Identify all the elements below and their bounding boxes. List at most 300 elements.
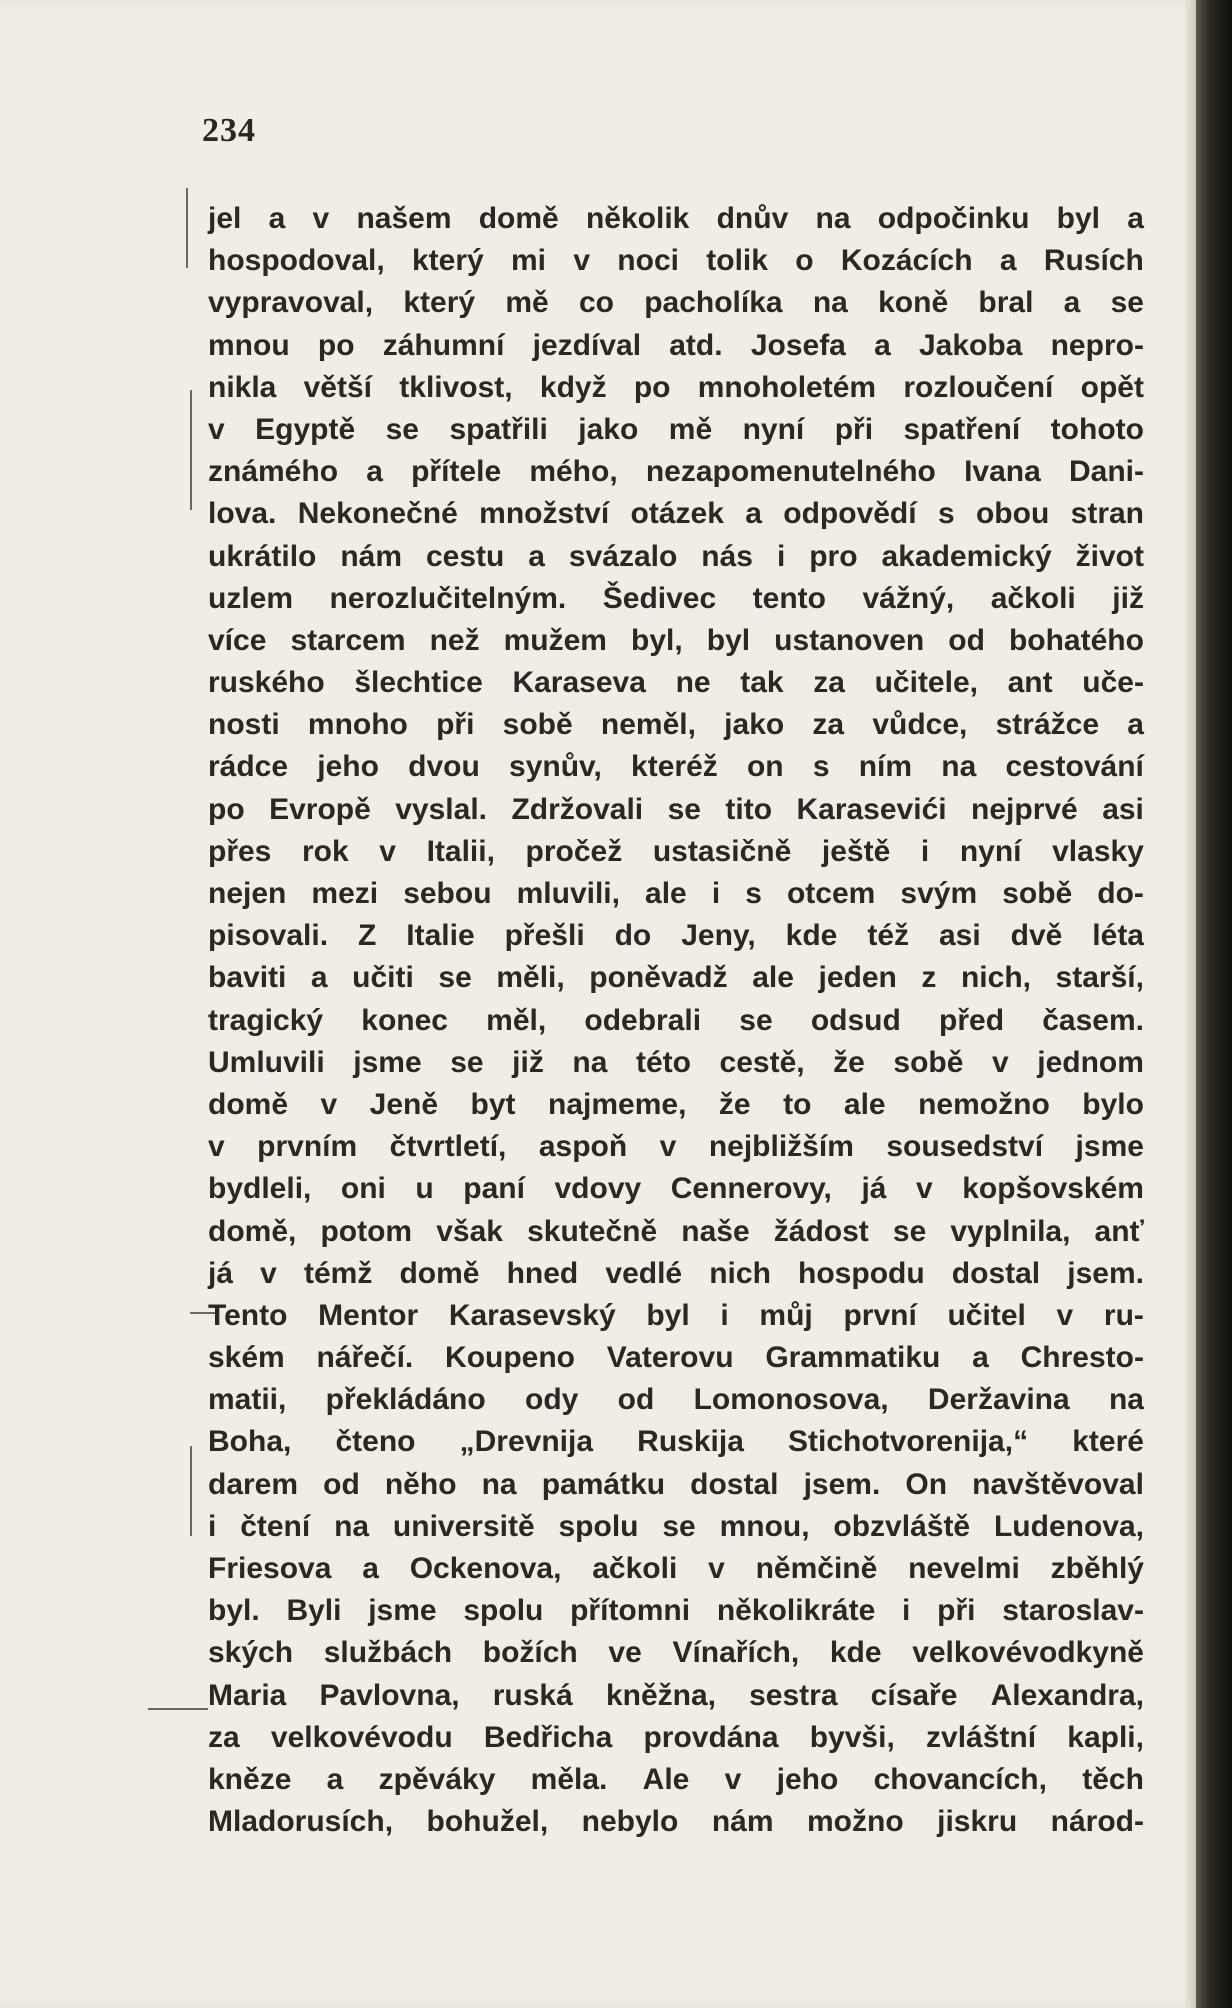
word: v — [573, 244, 590, 278]
word: před — [939, 1003, 1005, 1037]
word: o — [795, 244, 814, 278]
word: nejen — [208, 877, 287, 910]
word: čteno — [335, 1425, 416, 1459]
word: sestra — [749, 1678, 838, 1712]
word: spatřili — [449, 412, 548, 446]
word: bylo — [1082, 1087, 1144, 1121]
word: pacholíka — [644, 286, 783, 320]
text-line — [208, 662, 1144, 704]
word: Alexandra, — [990, 1678, 1144, 1712]
word: na — [1108, 1383, 1144, 1417]
word: cestě, — [719, 1045, 805, 1079]
word: se — [667, 792, 701, 826]
word: Koupeno — [445, 1341, 576, 1375]
word: na — [481, 1467, 517, 1501]
word: přítomni — [570, 1594, 691, 1628]
word: již — [1112, 581, 1144, 615]
word: i — [902, 1594, 911, 1628]
word: odpovědí — [783, 497, 917, 531]
word: nosti — [208, 708, 280, 742]
word: službách — [323, 1636, 453, 1670]
word: se — [662, 1509, 696, 1543]
word: byl. — [208, 1594, 260, 1628]
word: co — [578, 286, 614, 320]
word: mě — [668, 412, 713, 446]
word: ještě — [821, 834, 891, 868]
word: Mladorusích, — [208, 1805, 394, 1839]
word: velkovévodu — [270, 1720, 453, 1754]
word: při — [834, 412, 874, 446]
word: ve — [608, 1636, 642, 1670]
text-line — [208, 746, 1144, 788]
word: v — [260, 1256, 277, 1290]
word: nemožno — [918, 1087, 1050, 1121]
word: mluvili, — [516, 877, 620, 910]
word: odebrali — [584, 1003, 702, 1037]
word: byt — [470, 1087, 516, 1121]
word: Grammatiku — [765, 1341, 941, 1375]
word: můj — [759, 1298, 813, 1332]
word: svým — [900, 877, 978, 910]
word: uče- — [1082, 666, 1144, 700]
word: rádce — [208, 750, 289, 784]
word: přes — [208, 834, 272, 868]
text-line — [208, 1717, 1144, 1759]
word: Umluvili — [208, 1045, 325, 1079]
word: které — [1072, 1425, 1144, 1459]
word: možno — [807, 1805, 904, 1839]
word: vůdce, — [872, 708, 968, 742]
word: jednom — [1037, 1045, 1144, 1079]
word: zvláštní — [926, 1720, 1037, 1754]
word: nepro- — [1050, 328, 1144, 362]
word: Šedivec — [602, 581, 717, 615]
word: byl, — [631, 623, 683, 657]
word: domě, — [208, 1214, 297, 1248]
word: Lomonosova, — [693, 1383, 889, 1417]
text-line — [208, 873, 1144, 915]
text-line — [208, 240, 1144, 282]
page-number: 234 — [202, 112, 256, 149]
word: a — [999, 244, 1017, 278]
word: anť — [1094, 1214, 1144, 1248]
word: bohužel, — [426, 1805, 549, 1839]
word: Evropě — [269, 792, 371, 826]
word: kněze — [208, 1762, 292, 1796]
word: Mentor — [318, 1298, 419, 1332]
text-line — [208, 1211, 1144, 1253]
word: nářečí. — [316, 1341, 414, 1375]
word: tito — [725, 792, 773, 826]
word: domě — [399, 1256, 480, 1290]
word: že — [718, 1087, 751, 1121]
word: synův, — [509, 750, 602, 784]
word: Deržavina — [927, 1383, 1070, 1417]
word: jeden — [818, 961, 897, 995]
word: ustanoven — [774, 623, 925, 657]
word: byl — [646, 1298, 690, 1332]
word: od — [948, 623, 985, 657]
word: Vaterovu — [606, 1341, 734, 1375]
word: Ivana — [964, 455, 1041, 489]
word: císaře — [870, 1678, 958, 1712]
text-line — [208, 325, 1144, 367]
word: větší — [303, 370, 373, 404]
margin-mark — [186, 188, 188, 268]
word: byl — [706, 623, 751, 657]
word: dnův — [716, 202, 789, 235]
word: přítele — [411, 455, 502, 489]
word: Dani- — [1068, 455, 1144, 489]
word: se — [1110, 286, 1144, 320]
word: na — [941, 750, 977, 784]
word: hned — [506, 1256, 579, 1290]
word: jsme — [368, 1594, 437, 1628]
word: v — [916, 1172, 933, 1206]
text-line — [208, 1295, 1144, 1337]
word: pročež — [525, 834, 623, 868]
word: učiti — [352, 961, 414, 995]
word: i — [776, 539, 786, 573]
word: v — [208, 1130, 225, 1164]
word: Vínařích, — [672, 1636, 800, 1670]
word: šlechtice — [354, 666, 483, 700]
word: z — [921, 961, 937, 995]
word: ruská — [492, 1678, 573, 1712]
word: rozloučení — [903, 370, 1054, 404]
word: mnoholetém — [697, 370, 877, 404]
word: Jakoba — [919, 328, 1023, 362]
word: Kozácích — [840, 244, 973, 278]
word: skutečně — [527, 1214, 658, 1248]
word: vlasky — [1052, 834, 1144, 868]
word: ském — [208, 1341, 285, 1375]
word: po — [208, 792, 245, 826]
word: „Drevnija — [459, 1425, 594, 1459]
word: Karaseva — [512, 666, 646, 700]
word: učitel — [947, 1298, 1026, 1332]
word: ačkoli — [990, 581, 1076, 615]
word: v — [320, 1087, 338, 1121]
word: v — [708, 1552, 725, 1585]
word: Z — [358, 919, 377, 953]
word: u — [415, 1172, 434, 1206]
word: sobě — [1002, 877, 1073, 910]
word: a — [1127, 202, 1144, 235]
word: žádost — [773, 1214, 869, 1248]
word: a — [326, 1762, 344, 1796]
word: mnou, — [719, 1509, 810, 1543]
word: otázek — [630, 497, 724, 531]
word: nerozlučitelným. — [329, 581, 567, 615]
word: spatření — [903, 412, 1021, 446]
word: stran — [1070, 497, 1144, 531]
word: vážný, — [862, 581, 955, 615]
word: časem. — [1042, 1003, 1144, 1037]
word: On — [905, 1467, 948, 1501]
word: v — [312, 202, 330, 235]
text-line — [208, 1632, 1144, 1674]
word: s — [745, 877, 762, 910]
word: obou — [975, 497, 1050, 531]
word: hospodoval, — [208, 244, 385, 278]
word: aspoň — [538, 1130, 628, 1164]
word: Byli — [286, 1594, 342, 1628]
word: a — [362, 1552, 379, 1585]
word: se — [385, 412, 419, 446]
word: kde — [829, 1636, 882, 1670]
word: dostal — [951, 1256, 1041, 1290]
word: ruského — [208, 666, 325, 700]
word: Nekonečné — [297, 497, 458, 531]
word: s — [937, 497, 955, 531]
word: vypravoval, — [208, 286, 374, 320]
text-line — [208, 1548, 1144, 1590]
word: Ruskija — [637, 1425, 744, 1459]
text-line — [208, 1801, 1144, 1843]
word: bral — [978, 286, 1034, 320]
word: jsem. — [1067, 1256, 1144, 1290]
word: lova. — [208, 497, 277, 531]
word: několik — [585, 202, 690, 235]
word: kopšovském — [962, 1172, 1144, 1206]
word: ustasičně — [652, 834, 792, 868]
text-line — [208, 1337, 1144, 1379]
word: se — [450, 1045, 484, 1079]
word: staroslav- — [1002, 1594, 1144, 1628]
text-line — [208, 1421, 1144, 1463]
word: domě — [208, 1087, 289, 1121]
word: se — [438, 961, 472, 995]
word: ody — [525, 1383, 579, 1417]
word: domě — [478, 202, 559, 235]
word: i — [208, 1509, 217, 1543]
word: Italii, — [426, 834, 495, 868]
word: baviti — [208, 961, 287, 995]
word: ru- — [1103, 1298, 1144, 1332]
word: rok — [301, 834, 349, 868]
word: Jeny, — [681, 919, 756, 953]
word: kteréž — [631, 750, 718, 784]
word: oni — [340, 1172, 386, 1206]
word: konec — [361, 1003, 448, 1037]
word: a — [528, 539, 545, 573]
word: němčině — [755, 1552, 878, 1585]
word: Maria — [208, 1678, 287, 1712]
word: sousedství — [886, 1130, 1044, 1164]
word: témž — [303, 1256, 373, 1290]
word: množství — [479, 497, 610, 531]
word: v — [1056, 1298, 1074, 1332]
word: Bedřicha — [483, 1720, 613, 1754]
word: však — [436, 1214, 503, 1248]
word: nám — [711, 1805, 774, 1839]
word: tak — [740, 666, 784, 700]
word: Egyptě — [255, 412, 356, 446]
text-line — [208, 704, 1144, 746]
word: nevelmi — [908, 1552, 1020, 1585]
word: kapli, — [1067, 1720, 1144, 1754]
word: byvši, — [809, 1720, 895, 1754]
text-line — [208, 1042, 1144, 1084]
word: že — [833, 1045, 865, 1079]
text-line — [208, 198, 1144, 240]
word: odpočinku — [877, 202, 1030, 235]
text-line — [208, 1506, 1144, 1548]
page-edge — [1186, 0, 1196, 2008]
word: svázalo — [568, 539, 678, 573]
word: vedlé — [605, 1256, 683, 1290]
word: vyslal. — [395, 792, 487, 826]
word: a — [1127, 708, 1144, 742]
word: sobě — [502, 708, 573, 742]
text-line — [208, 1253, 1144, 1295]
margin-mark — [190, 390, 192, 510]
word: Pavlovna, — [319, 1678, 460, 1712]
word: pro — [809, 539, 858, 573]
word: který — [403, 286, 476, 320]
word: Zdržovali — [511, 792, 644, 826]
word: jel — [208, 202, 242, 235]
word: jsme — [353, 1045, 422, 1079]
word: se — [892, 1214, 927, 1248]
word: jsme — [1075, 1130, 1144, 1164]
word: čtvrtletí, — [389, 1130, 507, 1164]
word: měla. — [530, 1762, 608, 1796]
word: zpěváky — [378, 1762, 496, 1796]
word: od — [323, 1467, 360, 1501]
word: i — [720, 1298, 729, 1332]
word: Ale — [642, 1762, 690, 1796]
text-line — [208, 367, 1144, 409]
word: záhumní — [382, 328, 505, 362]
word: měl, — [486, 1003, 547, 1037]
word: spolu — [558, 1509, 639, 1543]
word: paní — [463, 1172, 525, 1206]
word: starší, — [1055, 961, 1144, 995]
word: této — [635, 1045, 691, 1079]
word: na — [572, 1045, 608, 1079]
word: sobě — [893, 1045, 964, 1079]
word: velkovévodkyně — [912, 1636, 1144, 1670]
word: národ- — [1050, 1805, 1144, 1839]
word: Josefa — [750, 328, 846, 362]
word: více — [208, 623, 267, 657]
word: život — [1075, 539, 1144, 573]
word: Chresto- — [1020, 1341, 1144, 1375]
word: měli, — [496, 961, 565, 995]
word: já — [861, 1172, 887, 1206]
word: ant — [1007, 666, 1053, 700]
word: uzlem — [208, 581, 294, 615]
word: božích — [482, 1636, 578, 1670]
word: koně — [878, 286, 949, 320]
word: Jeně — [369, 1087, 439, 1121]
word: ne — [675, 666, 711, 700]
word: a — [310, 961, 328, 995]
text-line — [208, 1464, 1144, 1506]
word: od — [617, 1383, 655, 1417]
text-line — [208, 1379, 1144, 1421]
word: dvou — [408, 750, 480, 784]
word: strážce — [995, 708, 1099, 742]
word: Karasevići — [796, 792, 947, 826]
word: chovancích, — [873, 1762, 1047, 1796]
word: tklivost, — [399, 370, 513, 404]
word: matii, — [208, 1383, 287, 1417]
text-line — [208, 578, 1144, 620]
word: noci — [617, 244, 679, 278]
word: provdána — [643, 1720, 779, 1754]
word: nyní — [959, 834, 1022, 868]
word: se — [739, 1003, 773, 1037]
word: mě — [505, 286, 549, 320]
word: Ludenova, — [993, 1509, 1144, 1543]
word: jeho — [317, 750, 379, 784]
word: kněžna, — [605, 1678, 716, 1712]
word: a — [268, 202, 286, 235]
word: překládáno — [325, 1383, 486, 1417]
word: ale — [843, 1087, 886, 1121]
word: a — [972, 1341, 989, 1375]
word: Italie — [406, 919, 475, 953]
word: již — [512, 1045, 544, 1079]
word: spolu — [463, 1594, 544, 1628]
word: dvě — [1010, 919, 1063, 953]
word: mužem — [503, 623, 607, 657]
word: Stichotvorenija,“ — [788, 1425, 1029, 1459]
word: universitě — [392, 1509, 535, 1543]
book-gutter — [1196, 0, 1232, 2008]
text-line — [208, 1000, 1144, 1042]
word: mnou — [208, 328, 290, 362]
word: ale — [752, 961, 794, 995]
word: našem — [356, 202, 452, 235]
word: ale — [645, 877, 687, 910]
word: ním — [858, 750, 913, 784]
word: učitele, — [874, 666, 978, 700]
word: těch — [1082, 1762, 1144, 1796]
text-line — [208, 282, 1144, 324]
word: potom — [320, 1214, 413, 1248]
word: vdovy — [554, 1172, 642, 1206]
word: nikla — [208, 370, 277, 404]
text-line — [208, 1675, 1144, 1717]
word: než — [429, 623, 480, 657]
word: v — [208, 412, 225, 446]
word: cestování — [1005, 750, 1144, 784]
text-line — [208, 915, 1144, 957]
word: byl — [1056, 202, 1100, 235]
word: za — [812, 708, 845, 742]
word: opět — [1080, 370, 1144, 404]
word: tragický — [208, 1003, 324, 1037]
word: nejprvé — [971, 792, 1078, 826]
word: obzvláště — [833, 1509, 971, 1543]
word: mi — [511, 244, 547, 278]
word: cestu — [425, 539, 505, 573]
word: asi — [1102, 792, 1144, 826]
word: nyní — [742, 412, 805, 446]
word: Boha, — [208, 1425, 292, 1459]
word: starcem — [290, 623, 406, 657]
word: léta — [1092, 919, 1144, 953]
word: Friesova — [208, 1552, 332, 1585]
text-line — [208, 789, 1144, 831]
word: nám — [340, 539, 402, 573]
word: a — [366, 455, 383, 489]
word: po — [633, 370, 671, 404]
